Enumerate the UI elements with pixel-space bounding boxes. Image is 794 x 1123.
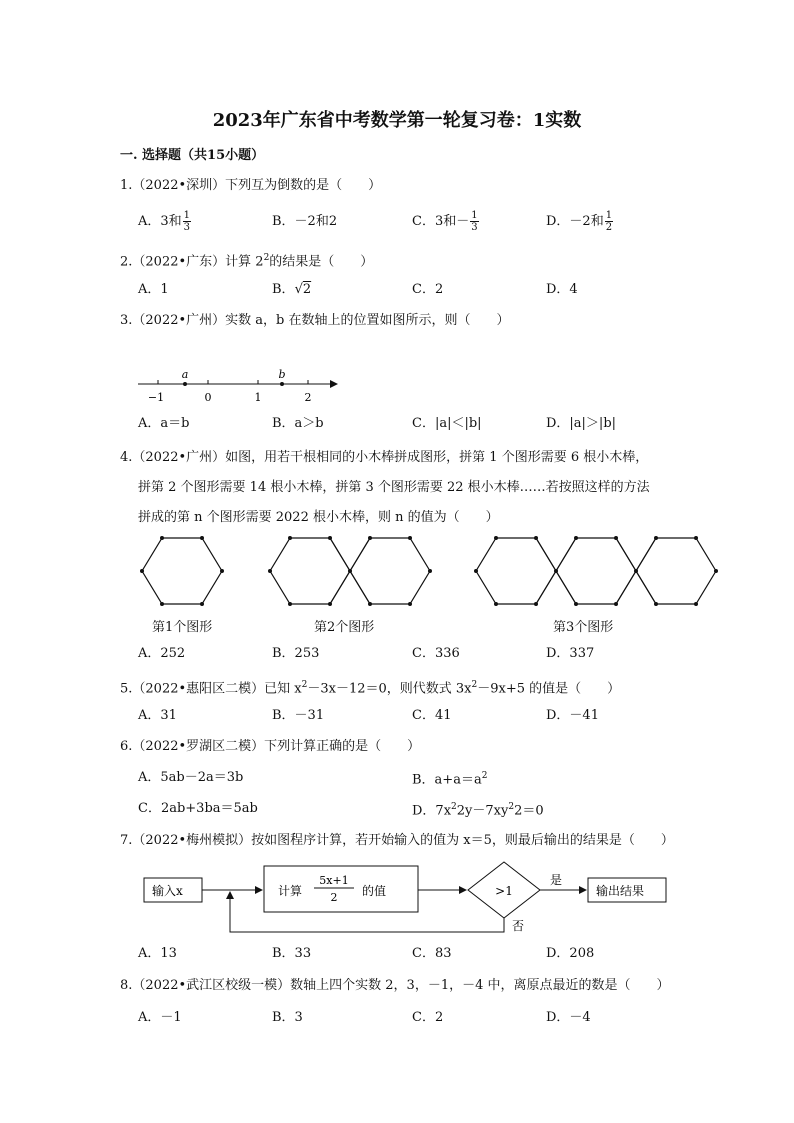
question-1-stem: 1.（2022•深圳）下列互为倒数的是（ ） [120,178,382,193]
q3-option-a[interactable]: A．a＝b [138,416,190,431]
section-heading: 一. 选择题（共15小题） [120,148,265,163]
flow-yes-label: 是 [550,873,563,887]
q5-option-d[interactable]: D．－41 [546,708,599,723]
q7-option-a[interactable]: A．13 [138,946,177,961]
flow-calc-denominator: 2 [330,891,338,904]
question-4-stem-line3: 拼成的第 n 个图形需要 2022 根小木棒，则 n 的值为（ ） [138,510,499,525]
q3-option-c[interactable]: C．|a|＜|b| [412,416,482,431]
flow-calc-label: 计算 [278,884,303,898]
flow-input-label: 输入x [152,884,183,898]
flow-calc-numerator: 5x+1 [319,874,349,887]
question-3-stem: 3.（2022•广州）实数 a，b 在数轴上的位置如图所示，则（ ） [120,313,510,328]
figure-2-label: 第2个图形 [314,620,375,635]
matchstick-figures [130,530,720,615]
figure-1-label: 第1个图形 [152,620,213,635]
page-title: 2023年广东省中考数学第一轮复习卷：1实数 [212,110,582,131]
number-line-figure [134,366,338,406]
point-a-label: a [181,368,189,381]
q4-option-d[interactable]: D．337 [546,646,595,661]
question-4-stem-line2: 拼第 2 个图形需要 14 根小木棒，拼第 3 个图形需要 22 根小木棒……若按照这样的方法 [138,480,650,495]
q3-option-b[interactable]: B．a＞b [272,416,324,431]
flow-no-label: 否 [512,919,525,933]
q1-option-c[interactable]: C．3和－ $\frac{1}{3}$ [412,210,478,233]
q2-option-b[interactable]: B．√2 [272,282,312,297]
q8-option-c[interactable]: C．2 [412,1010,444,1025]
q5-option-c[interactable]: C．41 [412,708,452,723]
q4-option-b[interactable]: B．253 [272,646,320,661]
point-b-label: b [278,368,286,381]
q6-option-b[interactable]: B．$a+a=a^2$ [412,771,488,788]
flow-condition: >1 [495,884,513,898]
tick-label: 1 [254,391,262,404]
flow-output-label: 输出结果 [596,884,645,898]
q6-option-c[interactable]: C．2ab+3ba＝5ab [138,801,258,816]
q4-option-a[interactable]: A．252 [138,646,186,661]
q6-option-a[interactable]: A．5ab－2a＝3b [138,770,244,785]
q5-option-b[interactable]: B．－31 [272,708,325,723]
tick-label: 2 [304,391,312,404]
question-6-stem: 6.（2022•罗湖区二模）下列计算正确的是（ ） [120,739,421,754]
q7-option-b[interactable]: B．33 [272,946,312,961]
question-2-stem: 2.（2022•广东）计算 $2^2$的结果是（ ） [120,253,374,270]
q1-option-a[interactable]: A．3和 $\frac{1}{3}$ [138,210,191,233]
tick-label: 0 [204,391,212,404]
q8-option-d[interactable]: D．－4 [546,1010,591,1025]
q6-option-d[interactable]: D．$7x^22y-7xy^22=0$ [412,802,544,819]
q3-option-d[interactable]: D．|a|＞|b| [546,416,617,431]
q7-option-c[interactable]: C．83 [412,946,452,961]
q8-option-a[interactable]: A．－1 [138,1010,182,1025]
flow-calc-suffix: 的值 [362,884,387,898]
question-7-stem: 7.（2022•梅州模拟）按如图程序计算，若开始输入的值为 x＝5，则最后输出的结果是（ ） [120,833,674,848]
flowchart-figure [140,858,670,938]
q2-option-d[interactable]: D．4 [546,282,578,297]
figure-3-label: 第3个图形 [553,620,614,635]
q1-option-d[interactable]: D．－2和 $\frac{1}{2}$ [546,210,613,233]
question-5-stem: 5.（2022•惠阳区二模）已知 $x^2-3x-12=0$，则代数式 $3x^2-9x+5$ 的值是（ ） [120,680,621,697]
tick-label: −1 [147,391,165,404]
q5-option-a[interactable]: A．31 [138,708,177,723]
q8-option-b[interactable]: B．3 [272,1010,303,1025]
q2-option-c[interactable]: C．2 [412,282,444,297]
q1-option-b[interactable]: B．－2和2 [272,214,338,229]
question-4-stem-line1: 4.（2022•广州）如图，用若干根相同的小木棒拼成图形，拼第 1 个图形需要 6 根小木棒， [120,450,649,465]
q7-option-d[interactable]: D．208 [546,946,595,961]
question-8-stem: 8.（2022•武江区校级一模）数轴上四个实数 2，3，－1，－4 中，离原点最近的数是（ ） [120,978,670,993]
q4-option-c[interactable]: C．336 [412,646,460,661]
q2-option-a[interactable]: A．1 [138,282,169,297]
